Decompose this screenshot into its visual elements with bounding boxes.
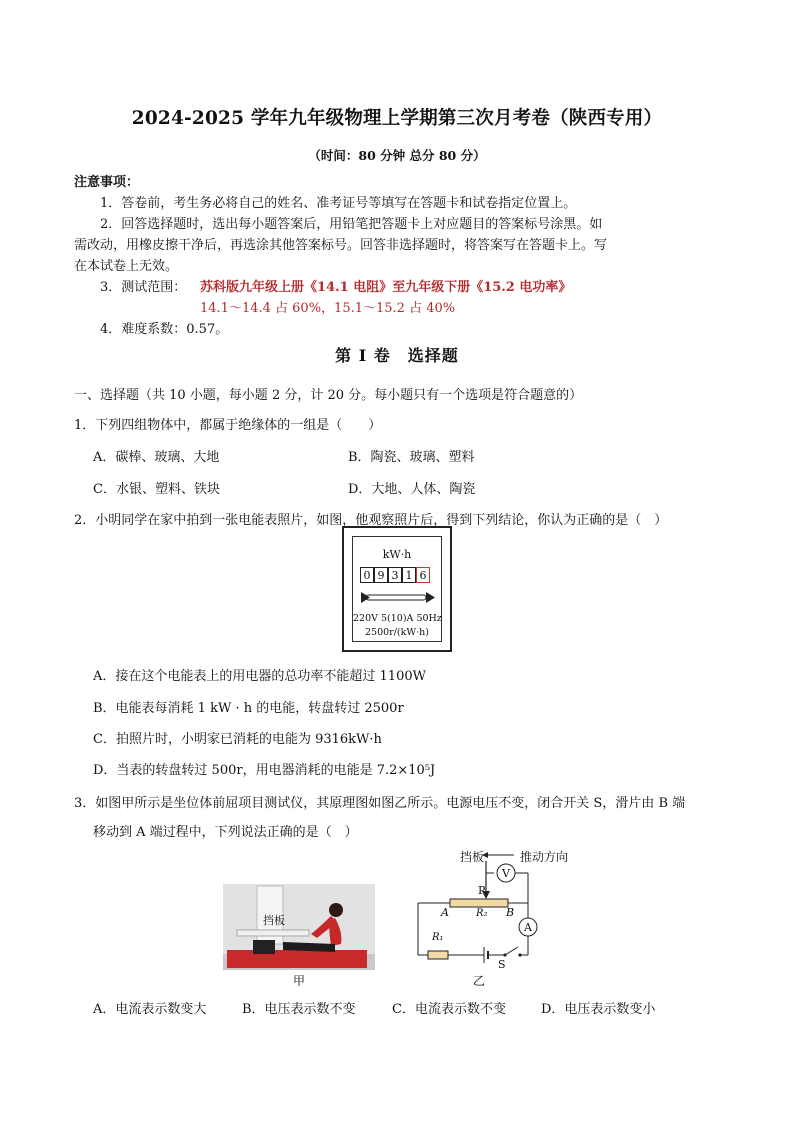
q3-option-d: D．电压表示数变小 [541, 1002, 656, 1017]
meter-digit: 0 [360, 567, 374, 583]
notice-item-4: 4．难度系数：0.57。 [100, 322, 229, 337]
meter-digit-decimal: 6 [416, 567, 430, 583]
switch-s [505, 947, 518, 955]
meter-digit: 9 [374, 567, 388, 583]
energy-meter-figure [342, 526, 452, 652]
meter-unit: kW·h [382, 548, 412, 561]
voltmeter-label: V [502, 867, 510, 880]
q2-stem: 2．小明同学在家中拍到一张电能表照片，如图，他观察照片后，得到下列结论，你认为正确的是（ ） [74, 513, 668, 528]
circuit-baffle-label: 挡板 [460, 850, 485, 864]
r1-label: R₁ [432, 932, 444, 943]
q3-option-c: C．电流表示数不变 [392, 1002, 506, 1017]
notice-item-1: 1．答卷前，考生务必将自己的姓名、准考证号等填写在答题卡和试卷指定位置上。 [100, 196, 577, 211]
q2-option-c: C．拍照片时，小明家已消耗的电能为 9316kW·h [93, 732, 382, 747]
notice-heading: 注意事项： [74, 175, 140, 190]
meter-digit: 3 [388, 567, 402, 583]
push-direction-label: 推动方向 [520, 850, 569, 864]
disc-arrow-icon [361, 592, 435, 604]
test-scope-ratio: 14.1～14.4 占 60%，15.1～15.2 占 40% [200, 301, 456, 316]
q1-option-c: C．水银、塑料、铁块 [93, 482, 220, 497]
energy-meter-face [352, 536, 442, 642]
notice-item-2-line-1: 2．回答选择题时，选出每小题答案后，用铅笔把答题卡上对应题目的答案标号涂黑。如 [100, 217, 603, 232]
sit-and-reach-photo [223, 884, 375, 970]
test-scope: 苏科版九年级上册《14.1 电阻》至九年级下册《15.2 电功率》 [200, 280, 572, 295]
q1-stem: 1．下列四组物体中，都属于绝缘体的一组是（ ） [74, 418, 382, 433]
q1-option-d: D．大地、人体、陶瓷 [348, 482, 476, 497]
q2-option-d: D．当表的转盘转过 500r，用电器消耗的电能是 7.2×10⁵J [93, 763, 436, 778]
exam-time-score: （时间：80 分钟 总分 80 分） [308, 148, 486, 163]
q3-option-b: B．电压表示数不变 [242, 1002, 356, 1017]
q3-option-a: A．电流表示数变大 [93, 1002, 207, 1017]
q2-option-a: A．接在这个电能表上的用电器的总功率不能超过 1100W [93, 669, 426, 684]
sit-and-reach-illustration [223, 884, 375, 970]
r2-label: R₂ [476, 908, 488, 919]
q2-option-b: B．电能表每消耗 1 kW · h 的电能，转盘转过 2500r [93, 701, 404, 716]
resistor-r2 [450, 899, 508, 907]
notice-item-2-line-3: 在本试卷上无效。 [74, 259, 179, 274]
page-title: 2024-2025 学年九年级物理上学期第三次月考卷（陕西专用） [131, 108, 663, 129]
ammeter-label: A [524, 921, 532, 934]
notice-item-2-line-2: 需改动，用橡皮擦干净后，再选涂其他答案标号。回答非选择题时，将答案写在答题卡上。写 [74, 238, 608, 253]
figure-caption-left: 甲 [293, 974, 306, 988]
q3-stem-line-1: 3．如图甲所示是坐位体前屈项目测试仪，其原理图如图乙所示。电源电压不变，闭合开关 S，滑片由 B 端 [74, 796, 686, 811]
switch-s-label: S [498, 958, 506, 971]
meter-reading [360, 567, 430, 583]
section-title: 第 I 卷 选择题 [335, 346, 459, 365]
slider-p-label: P [478, 884, 486, 897]
part-heading: 一、选择题（共 10 小题，每小题 2 分，计 20 分。每小题只有一个选项是符合题意的） [74, 388, 583, 403]
resistor-r1 [428, 951, 448, 959]
photo-baffle-label: 挡板 [263, 914, 285, 927]
q1-option-a: A．碳棒、玻璃、大地 [93, 450, 220, 465]
notice-item-3-label: 3．测试范围： [100, 280, 187, 295]
meter-spec-1: 220V 5(10)A 50Hz [353, 613, 442, 624]
meter-digit: 1 [402, 567, 416, 583]
figure-caption-right: 乙 [473, 974, 486, 988]
end-b-label: B [506, 906, 515, 919]
q3-stem-line-2: 移动到 A 端过程中，下列说法正确的是（ ） [93, 825, 358, 840]
q1-option-b: B．陶瓷、玻璃、塑料 [348, 450, 475, 465]
end-a-label: A [441, 906, 449, 919]
meter-spec-2: 2500r/(kW·h) [365, 627, 429, 638]
